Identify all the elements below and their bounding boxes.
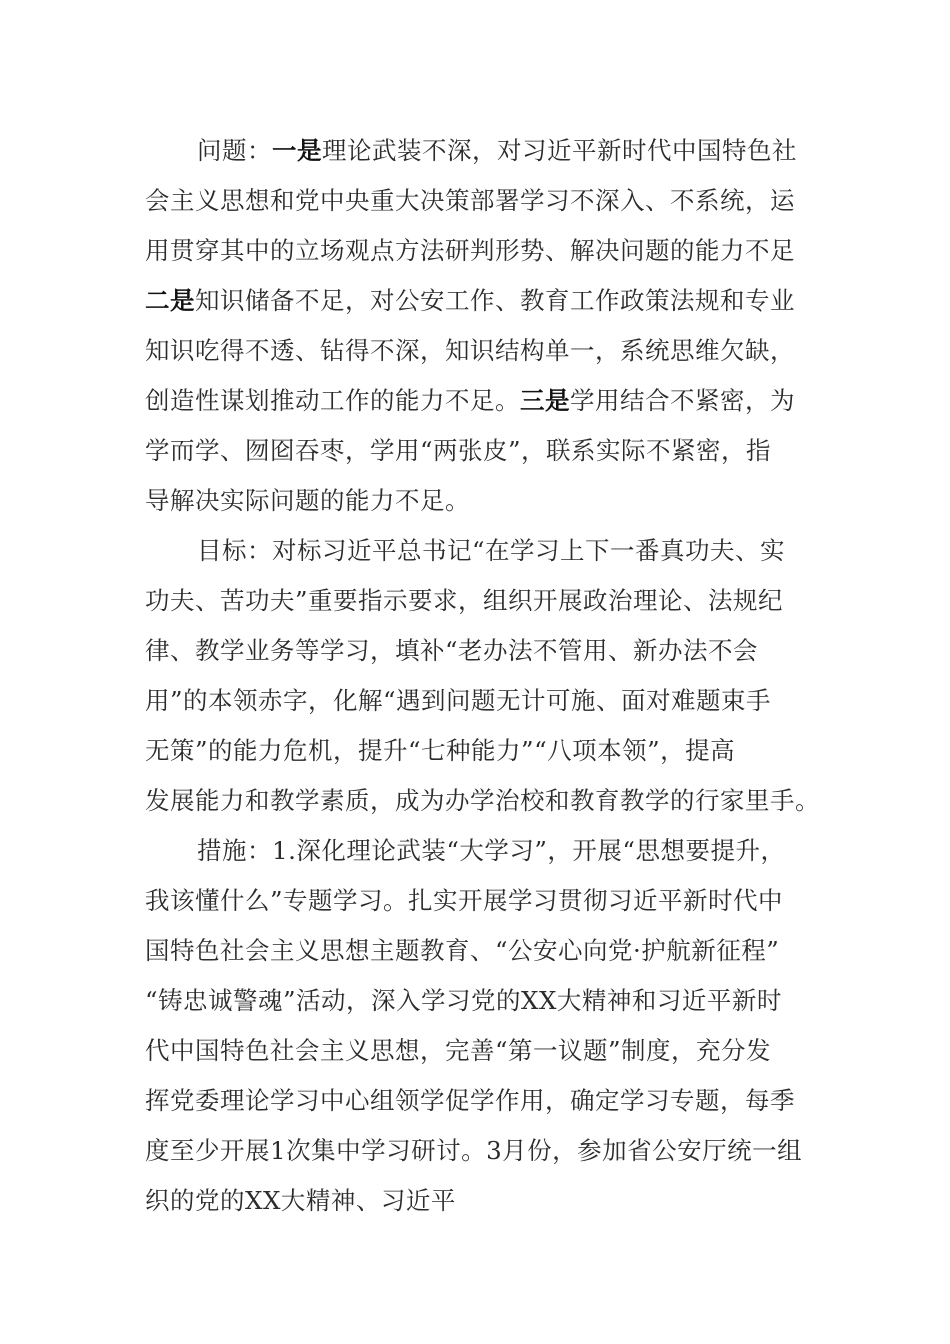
text-run: 无策”的能力危机，提升“七种能力”“八项本领”，提高 — [145, 736, 736, 765]
text-run: 知识吃得不透、钻得不深，知识结构单一，系统思维欠缺， — [145, 336, 795, 365]
text-run: 措施：1.深化理论武装“大学习”，开展“思想要提升， — [197, 836, 786, 865]
text-line — [145, 431, 835, 471]
text-run: 我该懂什么”专题学习。扎实开展学习贯彻习近平新时代中 — [145, 886, 784, 915]
text-line — [145, 731, 835, 771]
text-run: 度至少开展1次集中学习研讨。3月份，参加省公安厅统一组 — [145, 1136, 803, 1165]
text-line — [145, 181, 835, 221]
text-run: 知识储备不足，对公安工作、教育工作政策法规和专业 — [195, 286, 795, 315]
text-line — [145, 581, 835, 621]
text-run: 织的党的XX大精神、习近平 — [145, 1186, 456, 1215]
text-run: 功夫、苦功夫”重要指示要求，组织开展政治理论、法规纪 — [145, 586, 784, 615]
text-run: 问题： — [197, 136, 272, 165]
text-run: 律、教学业务等学习，填补“老办法不管用、新办法不会 — [145, 636, 759, 665]
text-line — [145, 1081, 835, 1121]
text-line — [145, 881, 835, 921]
text-line — [145, 1181, 835, 1221]
text-line — [145, 381, 835, 421]
text-run: 代中国特色社会主义思想，完善“第一议题”制度，充分发 — [145, 1036, 772, 1065]
text-line — [197, 531, 887, 571]
text-line — [145, 681, 835, 721]
text-run: 学用结合不紧密，为 — [570, 386, 795, 415]
text-run: 会主义思想和党中央重大决策部署学习不深入、不系统，运 — [145, 186, 795, 215]
text-run: 用贯穿其中的立场观点方法研判形势、解决问题的能力不足 — [145, 236, 795, 265]
text-line — [197, 831, 887, 871]
text-line — [145, 631, 835, 671]
text-run: 创造性谋划推动工作的能力不足。 — [145, 386, 520, 415]
text-run: 目标：对标习近平总书记“在学习上下一番真功夫、实 — [197, 536, 786, 565]
text-run: 国特色社会主义思想主题教育、“公安心向党·护航新征程” — [145, 936, 780, 965]
text-line — [145, 281, 835, 321]
text-run: 学而学、囫囵吞枣，学用“两张皮”，联系实际不紧密，指 — [145, 436, 772, 465]
emphasis-run: 一是 — [272, 136, 322, 165]
text-line — [145, 331, 835, 371]
text-run: 理论武装不深，对习近平新时代中国特色社 — [322, 136, 797, 165]
text-run: 导解决实际问题的能力不足。 — [145, 486, 470, 515]
text-line — [145, 1131, 835, 1171]
text-line — [145, 981, 835, 1021]
text-line — [145, 1031, 835, 1071]
text-run: 用”的本领赤字，化解“遇到问题无计可施、面对难题束手 — [145, 686, 772, 715]
text-line — [145, 231, 835, 271]
emphasis-run: 三是 — [520, 386, 570, 415]
text-line — [145, 481, 835, 521]
text-line — [145, 781, 835, 821]
text-line — [197, 131, 887, 171]
text-line — [145, 931, 835, 971]
emphasis-run: 二是 — [145, 286, 195, 315]
text-run: 挥党委理论学习中心组领学促学作用，确定学习专题，每季 — [145, 1086, 795, 1115]
text-run: 发展能力和教学素质，成为办学治校和教育教学的行家里手。 — [145, 786, 820, 815]
text-run: “铸忠诚警魂”活动，深入学习党的XX大精神和习近平新时 — [145, 986, 782, 1015]
